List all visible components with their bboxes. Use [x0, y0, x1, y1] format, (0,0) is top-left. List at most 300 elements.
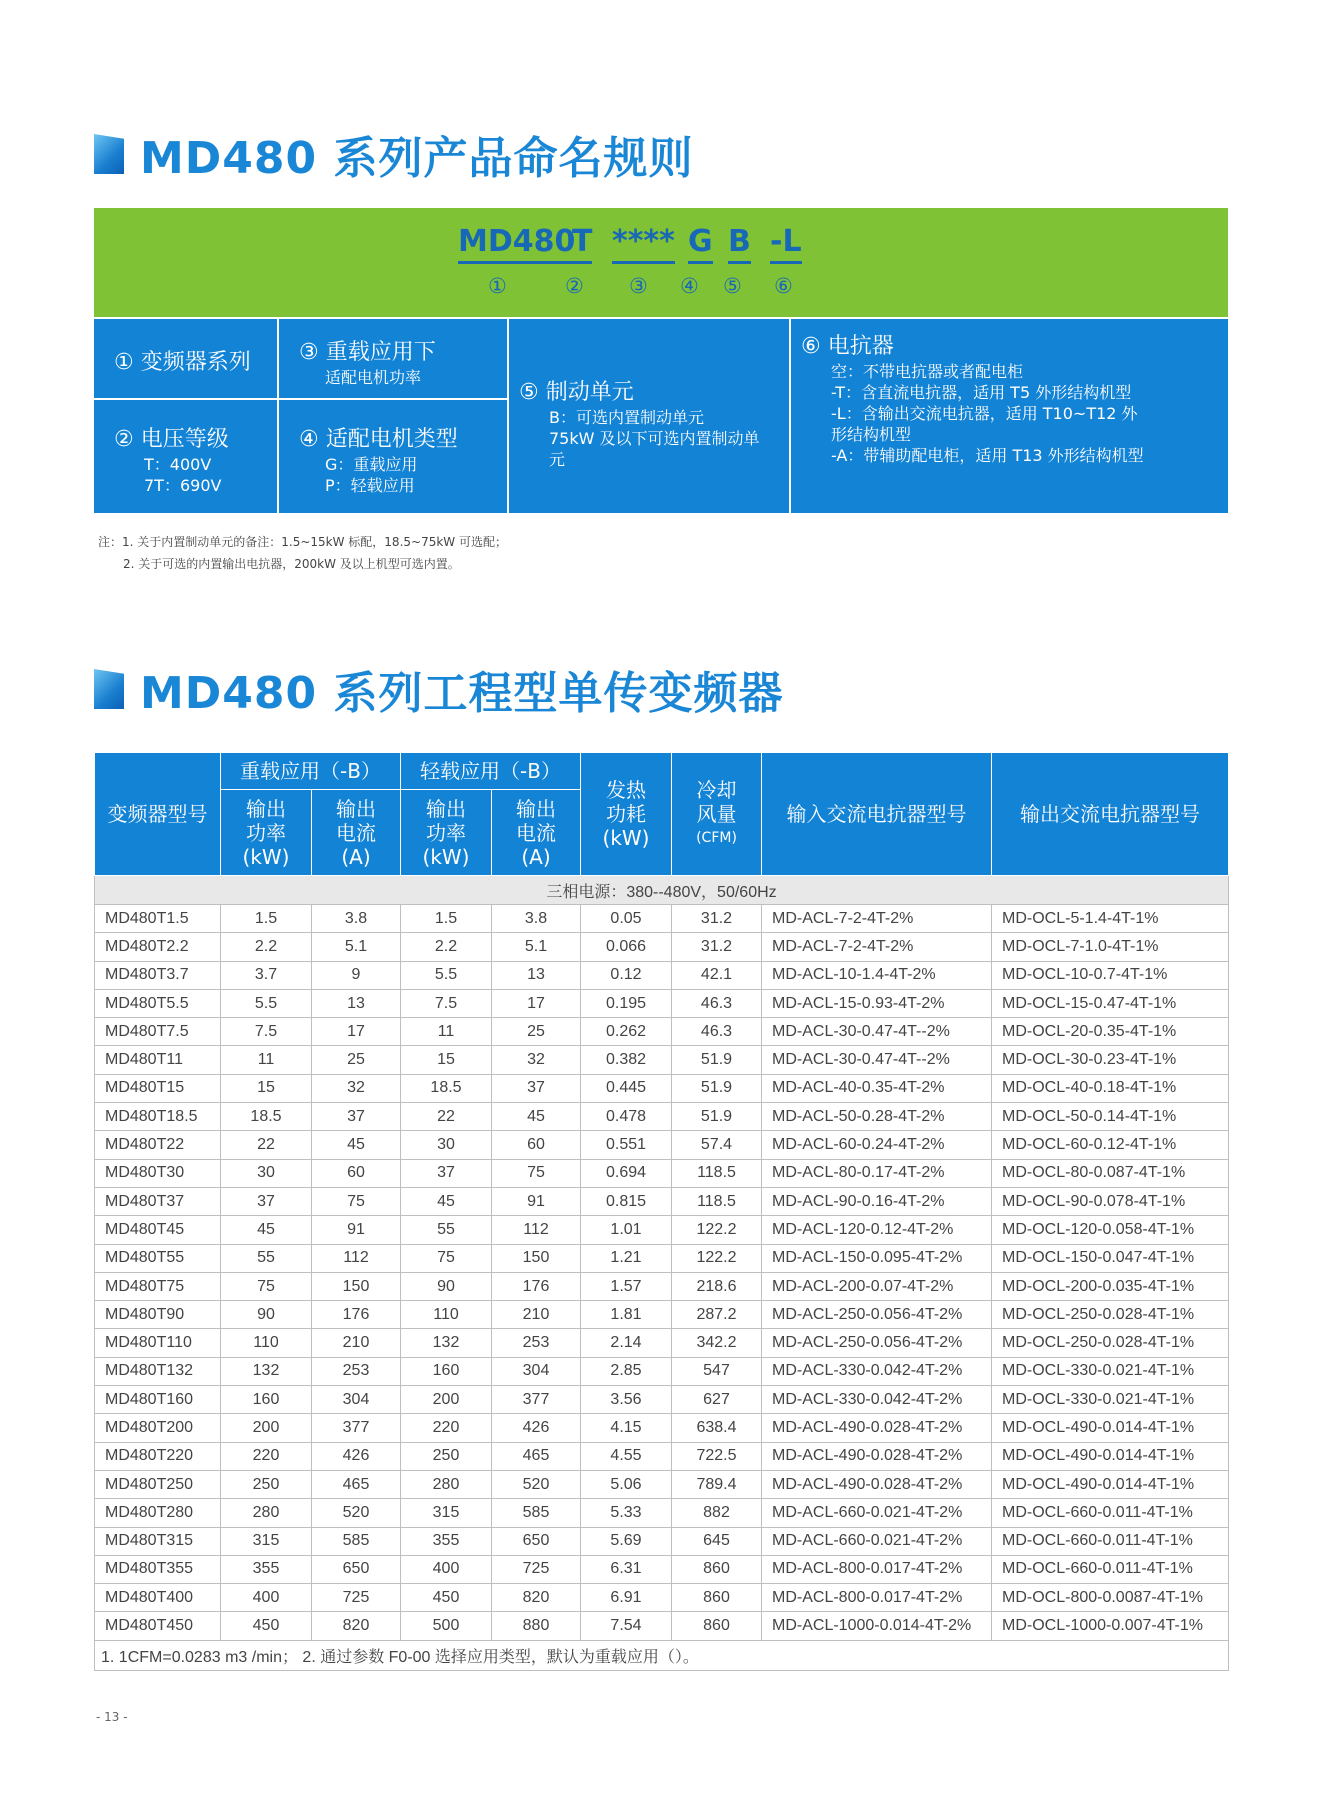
cell-light-power: 110: [401, 1301, 492, 1329]
cell-heavy-power: 30: [221, 1159, 312, 1187]
table-row: [95, 1527, 1229, 1555]
cell-model: MD480T220: [95, 1442, 221, 1470]
naming-cell-power: [279, 319, 509, 400]
cell-light-current: 725: [492, 1555, 581, 1583]
naming-cell-head: ② 电压等级: [114, 427, 229, 452]
cell-heat: 6.91: [581, 1584, 672, 1612]
cell-cooling: 42.1: [672, 961, 762, 989]
cell-heavy-current: 9: [312, 961, 401, 989]
header-heavy-power: 输出 功率 (kW): [221, 790, 312, 876]
cell-light-current: 880: [492, 1612, 581, 1640]
cell-input-reactor: MD-ACL-660-0.021-4T-2%: [762, 1499, 992, 1527]
cell-input-reactor: MD-ACL-90-0.16-4T-2%: [762, 1187, 992, 1215]
code-num-3: ③: [629, 274, 648, 298]
cell-output-reactor: MD-OCL-800-0.0087-4T-1%: [992, 1584, 1229, 1612]
table-row: [95, 1244, 1229, 1272]
header-light-power: 输出 功率 (kW): [401, 790, 492, 876]
table-row: [95, 933, 1229, 961]
cell-light-power: 200: [401, 1386, 492, 1414]
cell-heavy-current: 725: [312, 1584, 401, 1612]
cell-output-reactor: MD-OCL-90-0.078-4T-1%: [992, 1187, 1229, 1215]
naming-cell-line: 75kW 及以下可选内置制动单: [549, 429, 760, 448]
cell-output-reactor: MD-OCL-330-0.021-4T-1%: [992, 1357, 1229, 1385]
cell-heat: 0.445: [581, 1074, 672, 1102]
cell-light-power: 500: [401, 1612, 492, 1640]
cell-light-current: 820: [492, 1584, 581, 1612]
code-num-5: ⑤: [723, 274, 742, 298]
cell-light-power: 250: [401, 1442, 492, 1470]
cell-heavy-power: 355: [221, 1555, 312, 1583]
cell-cooling: 118.5: [672, 1159, 762, 1187]
cell-output-reactor: MD-OCL-490-0.014-4T-1%: [992, 1414, 1229, 1442]
cell-model: MD480T5.5: [95, 989, 221, 1017]
cell-model: MD480T15: [95, 1074, 221, 1102]
cell-model: MD480T1.5: [95, 905, 221, 933]
header-light: 轻载应用（-B）: [401, 753, 581, 790]
cell-input-reactor: MD-ACL-30-0.47-4T--2%: [762, 1018, 992, 1046]
cell-heavy-power: 160: [221, 1386, 312, 1414]
cell-heat: 0.478: [581, 1103, 672, 1131]
spec-table-container: [94, 752, 1228, 1669]
naming-cell-head: ③ 重载应用下: [299, 340, 436, 365]
cell-output-reactor: MD-OCL-30-0.23-4T-1%: [992, 1046, 1229, 1074]
cell-cooling: 645: [672, 1527, 762, 1555]
cell-input-reactor: MD-ACL-200-0.07-4T-2%: [762, 1272, 992, 1300]
naming-cell-line: G：重载应用: [325, 455, 418, 474]
cell-output-reactor: MD-OCL-40-0.18-4T-1%: [992, 1074, 1229, 1102]
cell-light-current: 3.8: [492, 905, 581, 933]
cell-heavy-power: 37: [221, 1187, 312, 1215]
cell-cooling: 722.5: [672, 1442, 762, 1470]
cell-light-current: 150: [492, 1244, 581, 1272]
note-1: 注：1. 关于内置制动单元的备注：1.5~15kW 标配，18.5~75kW 可选配；: [98, 535, 507, 549]
code-num-4: ④: [680, 274, 699, 298]
cell-light-current: 32: [492, 1046, 581, 1074]
cell-heavy-current: 650: [312, 1555, 401, 1583]
section-title-models: [94, 657, 783, 721]
cell-cooling: 31.2: [672, 933, 762, 961]
cell-heat: 3.56: [581, 1386, 672, 1414]
cell-model: MD480T37: [95, 1187, 221, 1215]
cell-cooling: 627: [672, 1386, 762, 1414]
cell-output-reactor: MD-OCL-10-0.7-4T-1%: [992, 961, 1229, 989]
cell-output-reactor: MD-OCL-60-0.12-4T-1%: [992, 1131, 1229, 1159]
naming-cell-reactor: [791, 319, 1228, 515]
spec-table: [94, 752, 1229, 1671]
cell-heat: 1.81: [581, 1301, 672, 1329]
cell-heavy-current: 75: [312, 1187, 401, 1215]
cell-heavy-power: 280: [221, 1499, 312, 1527]
naming-cell-line: -A：带辅助配电柜，适用 T13 外形结构机型: [831, 446, 1144, 465]
cell-light-current: 5.1: [492, 933, 581, 961]
cell-model: MD480T7.5: [95, 1018, 221, 1046]
cell-heavy-power: 3.7: [221, 961, 312, 989]
cell-heavy-power: 75: [221, 1272, 312, 1300]
cell-output-reactor: MD-OCL-660-0.011-4T-1%: [992, 1555, 1229, 1583]
cell-heat: 0.815: [581, 1187, 672, 1215]
cell-input-reactor: MD-ACL-30-0.47-4T--2%: [762, 1046, 992, 1074]
cell-output-reactor: MD-OCL-660-0.011-4T-1%: [992, 1499, 1229, 1527]
cell-light-current: 304: [492, 1357, 581, 1385]
cell-output-reactor: MD-OCL-120-0.058-4T-1%: [992, 1216, 1229, 1244]
cell-heavy-power: 18.5: [221, 1103, 312, 1131]
cell-output-reactor: MD-OCL-5-1.4-4T-1%: [992, 905, 1229, 933]
cell-output-reactor: MD-OCL-1000-0.007-4T-1%: [992, 1612, 1229, 1640]
header-heavy-current: 输出 电流 (A): [312, 790, 401, 876]
cell-heavy-power: 22: [221, 1131, 312, 1159]
cell-heavy-power: 11: [221, 1046, 312, 1074]
cell-cooling: 122.2: [672, 1244, 762, 1272]
naming-cell-line: -L：含输出交流电抗器，适用 T10~T12 外: [831, 404, 1138, 423]
cell-output-reactor: MD-OCL-490-0.014-4T-1%: [992, 1442, 1229, 1470]
cell-model: MD480T22: [95, 1131, 221, 1159]
section-title-naming: [94, 122, 693, 186]
cell-cooling: 860: [672, 1555, 762, 1583]
table-row: [95, 1442, 1229, 1470]
cell-output-reactor: MD-OCL-150-0.047-4T-1%: [992, 1244, 1229, 1272]
table-footnote-row: [95, 1640, 1229, 1670]
cell-light-current: 91: [492, 1187, 581, 1215]
naming-cell-line: 形结构机型: [831, 425, 912, 444]
cell-model: MD480T55: [95, 1244, 221, 1272]
table-row: [95, 905, 1229, 933]
cell-input-reactor: MD-ACL-250-0.056-4T-2%: [762, 1329, 992, 1357]
code-part-power: ****: [612, 224, 675, 264]
cell-heavy-power: 45: [221, 1216, 312, 1244]
cell-heat: 0.262: [581, 1018, 672, 1046]
cell-light-power: 75: [401, 1244, 492, 1272]
cell-light-power: 280: [401, 1470, 492, 1498]
cell-light-power: 5.5: [401, 961, 492, 989]
cell-heavy-power: 7.5: [221, 1018, 312, 1046]
naming-cell-line: P：轻载应用: [325, 476, 415, 495]
cell-output-reactor: MD-OCL-660-0.011-4T-1%: [992, 1527, 1229, 1555]
table-row: [95, 1216, 1229, 1244]
cell-input-reactor: MD-ACL-660-0.021-4T-2%: [762, 1527, 992, 1555]
header-cooling-unit: (CFM): [696, 830, 737, 846]
cell-input-reactor: MD-ACL-7-2-4T-2%: [762, 933, 992, 961]
table-row: [95, 1555, 1229, 1583]
naming-cell-line: 7T：690V: [144, 476, 222, 495]
cell-heat: 0.694: [581, 1159, 672, 1187]
cell-input-reactor: MD-ACL-60-0.24-4T-2%: [762, 1131, 992, 1159]
header-output-reactor: 输出交流电抗器型号: [992, 753, 1229, 876]
cell-heavy-current: 32: [312, 1074, 401, 1102]
cell-heat: 5.69: [581, 1527, 672, 1555]
section-title-text: MD480 系列产品命名规则: [140, 133, 694, 184]
cell-light-current: 37: [492, 1074, 581, 1102]
cell-heat: 4.55: [581, 1442, 672, 1470]
cell-heavy-power: 110: [221, 1329, 312, 1357]
cell-input-reactor: MD-ACL-50-0.28-4T-2%: [762, 1103, 992, 1131]
header-input-reactor: 输入交流电抗器型号: [762, 753, 992, 876]
cell-heavy-current: 465: [312, 1470, 401, 1498]
title-bar-icon: [94, 669, 124, 709]
cell-heavy-power: 55: [221, 1244, 312, 1272]
cell-cooling: 789.4: [672, 1470, 762, 1498]
cell-light-current: 426: [492, 1414, 581, 1442]
model-code-band: [94, 208, 1228, 317]
table-row: [95, 1074, 1229, 1102]
table-footnote: 1. 1CFM=0.0283 m3 /min； 2. 通过参数 F0-00 选择应用类型，默认为重载应用（）。: [95, 1640, 1229, 1670]
naming-cell-head: ⑤ 制动单元: [519, 380, 634, 405]
cell-cooling: 46.3: [672, 989, 762, 1017]
naming-cell-line: 适配电机功率: [325, 368, 422, 387]
cell-output-reactor: MD-OCL-250-0.028-4T-1%: [992, 1301, 1229, 1329]
cell-heavy-current: 17: [312, 1018, 401, 1046]
cell-heat: 0.195: [581, 989, 672, 1017]
table-row: [95, 1612, 1229, 1640]
table-row: [95, 961, 1229, 989]
cell-light-power: 18.5: [401, 1074, 492, 1102]
cell-light-power: 37: [401, 1159, 492, 1187]
header-light-current: 输出 电流 (A): [492, 790, 581, 876]
cell-cooling: 860: [672, 1612, 762, 1640]
naming-cell-motor-type: [279, 400, 509, 515]
naming-cell-line: B：可选内置制动单元: [549, 408, 704, 427]
cell-light-current: 210: [492, 1301, 581, 1329]
cell-light-current: 520: [492, 1470, 581, 1498]
page-number: - 13 -: [96, 1710, 128, 1724]
cell-cooling: 638.4: [672, 1414, 762, 1442]
cell-cooling: 57.4: [672, 1131, 762, 1159]
naming-cell-head: ① 变频器系列: [114, 350, 251, 375]
naming-cell-line: 空：不带电抗器或者配电柜: [831, 362, 1024, 381]
cell-input-reactor: MD-ACL-10-1.4-4T-2%: [762, 961, 992, 989]
cell-light-power: 7.5: [401, 989, 492, 1017]
table-row: [95, 1584, 1229, 1612]
cell-model: MD480T75: [95, 1272, 221, 1300]
cell-light-current: 60: [492, 1131, 581, 1159]
header-heat: 发热 功耗 (kW): [581, 753, 672, 876]
cell-light-power: 45: [401, 1187, 492, 1215]
cell-heat: 1.21: [581, 1244, 672, 1272]
cell-heat: 5.06: [581, 1470, 672, 1498]
cell-input-reactor: MD-ACL-120-0.12-4T-2%: [762, 1216, 992, 1244]
table-row: [95, 989, 1229, 1017]
cell-light-power: 132: [401, 1329, 492, 1357]
table-row: [95, 1103, 1229, 1131]
cell-heavy-current: 253: [312, 1357, 401, 1385]
cell-input-reactor: MD-ACL-800-0.017-4T-2%: [762, 1584, 992, 1612]
cell-light-power: 1.5: [401, 905, 492, 933]
cell-heat: 1.01: [581, 1216, 672, 1244]
cell-heavy-power: 220: [221, 1442, 312, 1470]
cell-input-reactor: MD-ACL-490-0.028-4T-2%: [762, 1442, 992, 1470]
cell-heavy-current: 112: [312, 1244, 401, 1272]
cell-input-reactor: MD-ACL-40-0.35-4T-2%: [762, 1074, 992, 1102]
cell-input-reactor: MD-ACL-15-0.93-4T-2%: [762, 989, 992, 1017]
cell-heavy-current: 91: [312, 1216, 401, 1244]
cell-model: MD480T11: [95, 1046, 221, 1074]
cell-light-current: 465: [492, 1442, 581, 1470]
code-part-brake: B: [728, 224, 751, 264]
cell-model: MD480T280: [95, 1499, 221, 1527]
header-model: 变频器型号: [95, 753, 221, 876]
cell-heat: 0.05: [581, 905, 672, 933]
cell-light-power: 15: [401, 1046, 492, 1074]
code-part-voltage: T: [572, 224, 592, 264]
cell-input-reactor: MD-ACL-330-0.042-4T-2%: [762, 1357, 992, 1385]
table-row: [95, 1499, 1229, 1527]
table-row: [95, 1386, 1229, 1414]
cell-light-power: 450: [401, 1584, 492, 1612]
cell-light-power: 315: [401, 1499, 492, 1527]
cell-input-reactor: MD-ACL-330-0.042-4T-2%: [762, 1386, 992, 1414]
naming-cell-head: ④ 适配电机类型: [299, 427, 458, 452]
naming-cell-line: -T：含直流电抗器，适用 T5 外形结构机型: [831, 383, 1132, 402]
cell-model: MD480T132: [95, 1357, 221, 1385]
cell-cooling: 51.9: [672, 1046, 762, 1074]
naming-cell-head: ⑥ 电抗器: [801, 334, 894, 359]
cell-heat: 0.382: [581, 1046, 672, 1074]
cell-heat: 5.33: [581, 1499, 672, 1527]
cell-heavy-current: 176: [312, 1301, 401, 1329]
table-row: [95, 1046, 1229, 1074]
cell-light-current: 17: [492, 989, 581, 1017]
cell-heavy-current: 5.1: [312, 933, 401, 961]
cell-heavy-power: 2.2: [221, 933, 312, 961]
cell-model: MD480T3.7: [95, 961, 221, 989]
cell-light-current: 650: [492, 1527, 581, 1555]
cell-light-power: 90: [401, 1272, 492, 1300]
title-bar-icon: [94, 134, 124, 174]
table-row: [95, 1470, 1229, 1498]
cell-heat: 2.85: [581, 1357, 672, 1385]
power-supply-row: 三相电源：380--480V，50/60Hz: [95, 876, 1229, 905]
cell-light-power: 400: [401, 1555, 492, 1583]
cell-model: MD480T2.2: [95, 933, 221, 961]
naming-cell-series: [94, 319, 279, 400]
table-row: [95, 1329, 1229, 1357]
cell-output-reactor: MD-OCL-20-0.35-4T-1%: [992, 1018, 1229, 1046]
cell-input-reactor: MD-ACL-490-0.028-4T-2%: [762, 1470, 992, 1498]
cell-model: MD480T160: [95, 1386, 221, 1414]
cell-heavy-current: 25: [312, 1046, 401, 1074]
cell-input-reactor: MD-ACL-7-2-4T-2%: [762, 905, 992, 933]
cell-cooling: 51.9: [672, 1074, 762, 1102]
cell-heavy-power: 15: [221, 1074, 312, 1102]
cell-heavy-power: 5.5: [221, 989, 312, 1017]
cell-cooling: 882: [672, 1499, 762, 1527]
cell-cooling: 287.2: [672, 1301, 762, 1329]
cell-light-power: 22: [401, 1103, 492, 1131]
cell-model: MD480T250: [95, 1470, 221, 1498]
cell-heavy-power: 400: [221, 1584, 312, 1612]
code-part-reactor: -L: [770, 224, 802, 264]
naming-cell-voltage: [94, 400, 279, 515]
cell-model: MD480T400: [95, 1584, 221, 1612]
cell-heavy-current: 3.8: [312, 905, 401, 933]
cell-output-reactor: MD-OCL-15-0.47-4T-1%: [992, 989, 1229, 1017]
table-row: [95, 1301, 1229, 1329]
naming-rule-block: [94, 208, 1228, 515]
cell-heavy-current: 585: [312, 1527, 401, 1555]
cell-output-reactor: MD-OCL-490-0.014-4T-1%: [992, 1470, 1229, 1498]
cell-cooling: 51.9: [672, 1103, 762, 1131]
cell-heavy-power: 315: [221, 1527, 312, 1555]
cell-heat: 0.12: [581, 961, 672, 989]
cell-heavy-power: 132: [221, 1357, 312, 1385]
cell-heat: 4.15: [581, 1414, 672, 1442]
naming-cell-brake: [509, 319, 791, 515]
cell-heavy-current: 45: [312, 1131, 401, 1159]
cell-heavy-current: 60: [312, 1159, 401, 1187]
cell-heavy-current: 150: [312, 1272, 401, 1300]
cell-light-current: 13: [492, 961, 581, 989]
cell-heat: 0.551: [581, 1131, 672, 1159]
cell-heavy-current: 304: [312, 1386, 401, 1414]
cell-heavy-current: 820: [312, 1612, 401, 1640]
cell-cooling: 218.6: [672, 1272, 762, 1300]
cell-light-power: 2.2: [401, 933, 492, 961]
cell-heavy-power: 250: [221, 1470, 312, 1498]
cell-heavy-current: 377: [312, 1414, 401, 1442]
cell-heavy-power: 450: [221, 1612, 312, 1640]
code-num-2: ②: [565, 274, 584, 298]
cell-light-current: 253: [492, 1329, 581, 1357]
cell-light-current: 75: [492, 1159, 581, 1187]
cell-light-current: 45: [492, 1103, 581, 1131]
cell-heavy-current: 37: [312, 1103, 401, 1131]
cell-cooling: 547: [672, 1357, 762, 1385]
code-part-series: MD480: [458, 224, 575, 264]
cell-model: MD480T355: [95, 1555, 221, 1583]
cell-heavy-current: 426: [312, 1442, 401, 1470]
cell-output-reactor: MD-OCL-330-0.021-4T-1%: [992, 1386, 1229, 1414]
cell-model: MD480T450: [95, 1612, 221, 1640]
cell-cooling: 46.3: [672, 1018, 762, 1046]
table-row: [95, 1272, 1229, 1300]
cell-input-reactor: MD-ACL-150-0.095-4T-2%: [762, 1244, 992, 1272]
cell-light-power: 160: [401, 1357, 492, 1385]
table-row: [95, 1357, 1229, 1385]
cell-model: MD480T200: [95, 1414, 221, 1442]
cell-input-reactor: MD-ACL-800-0.017-4T-2%: [762, 1555, 992, 1583]
naming-cell-line: 元: [549, 450, 566, 469]
cell-heavy-current: 520: [312, 1499, 401, 1527]
cell-cooling: 122.2: [672, 1216, 762, 1244]
cell-heavy-current: 13: [312, 989, 401, 1017]
cell-light-current: 585: [492, 1499, 581, 1527]
naming-cell-line: T：400V: [144, 455, 212, 474]
cell-input-reactor: MD-ACL-490-0.028-4T-2%: [762, 1414, 992, 1442]
cell-heavy-power: 200: [221, 1414, 312, 1442]
cell-model: MD480T90: [95, 1301, 221, 1329]
table-row: [95, 1414, 1229, 1442]
cell-model: MD480T30: [95, 1159, 221, 1187]
code-num-1: ①: [488, 274, 507, 298]
cell-cooling: 860: [672, 1584, 762, 1612]
cell-model: MD480T18.5: [95, 1103, 221, 1131]
code-part-motor: G: [688, 224, 713, 264]
table-row: [95, 1159, 1229, 1187]
header-cooling-label: 冷却 风量: [696, 778, 737, 826]
cell-light-power: 55: [401, 1216, 492, 1244]
cell-heat: 7.54: [581, 1612, 672, 1640]
cell-model: MD480T110: [95, 1329, 221, 1357]
cell-light-power: 355: [401, 1527, 492, 1555]
cell-model: MD480T45: [95, 1216, 221, 1244]
code-num-6: ⑥: [774, 274, 793, 298]
cell-heavy-current: 210: [312, 1329, 401, 1357]
note-2: 2. 关于可选的内置输出电抗器，200kW 及以上机型可选内置。: [123, 557, 460, 571]
cell-heavy-power: 90: [221, 1301, 312, 1329]
cell-cooling: 118.5: [672, 1187, 762, 1215]
cell-input-reactor: MD-ACL-80-0.17-4T-2%: [762, 1159, 992, 1187]
cell-heat: 2.14: [581, 1329, 672, 1357]
table-row: [95, 1131, 1229, 1159]
